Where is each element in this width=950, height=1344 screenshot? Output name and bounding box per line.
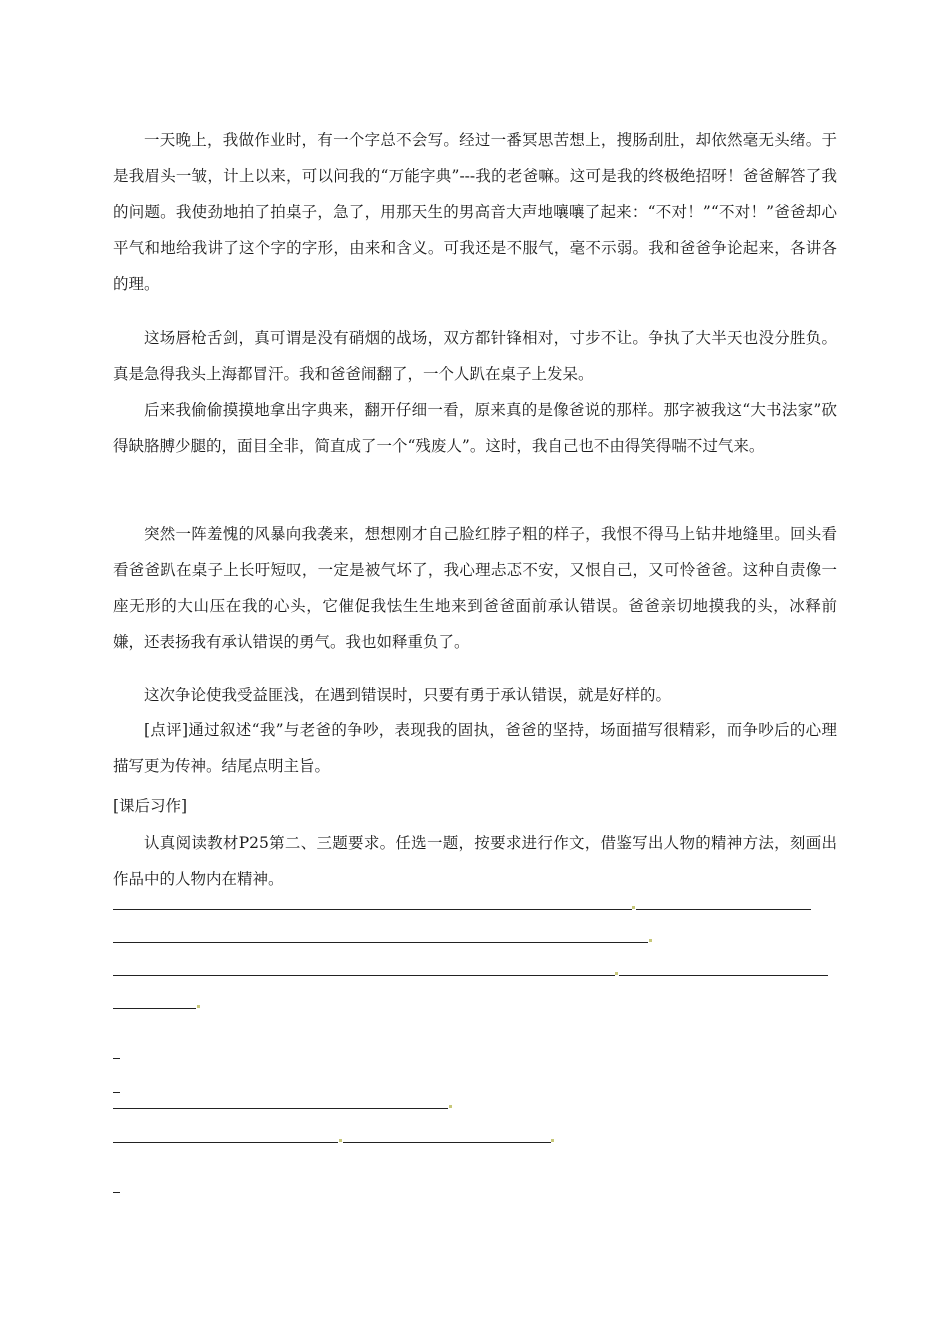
dash-mark [113,1192,120,1193]
answer-line [113,942,648,943]
dash-mark [113,1058,120,1059]
essay-paragraph-2: 这场唇枪舌剑，真可谓是没有硝烟的战场，双方都针锋相对，寸步不让。争执了大半天也没分胜负。真是急得我头上海都冒汗。我和爸爸闹翻了，一个人趴在桌子上发呆。 [113,329,837,383]
writing-task: 认真阅读教材P25第二、三题要求。任选一题，按要求进行作文，借鉴写出人物的精神方法，刻画出作品中的人物内在精神。 [113,834,837,888]
dash-mark [113,1092,120,1093]
line-marker [632,906,635,909]
line-marker [551,1139,554,1142]
essay-paragraph-5: 这次争论使我受益匪浅，在遇到错误时，只要有勇于承认错误，就是好样的。 [144,686,672,704]
line-marker [449,1105,452,1108]
essay-paragraph-4: 突然一阵羞愧的风暴向我袭来，想想刚才自己脸红脖子粗的样子，我恨不得马上钻井地缝里。回头看看爸爸趴在桌子上长吁短叹，一定是被气坏了，我心理忐忑不安，又恨自己，又可怜爸爸。这种自责像一座无形的大山压在我的心头，它催促我怯生生地来到爸爸面前承认错误。爸爸亲切地摸我的头，冰释前嫌，还表扬我有承认错误的勇气。我也如释重负了。 [113,525,837,651]
answer-line [113,1008,196,1009]
line-marker [615,972,618,975]
line-marker [649,939,652,942]
line-marker [197,1005,200,1008]
essay-paragraph-1: 一天晚上，我做作业时，有一个字总不会写。经过一番冥思苦想上，搜肠刮肚，却依然毫无头绪。于是我眉头一皱，计上以来，可以问我的“万能字典”---我的老爸嘛。这可是我的终极绝招呀！爸爸解答了我的问题。我使劲地拍了拍桌子，急了，用那天生的男高音大声地嚷嚷了起来：“不对！”“不对！”爸爸却心平气和地给我讲了这个字的字形，由来和含义。可我还是不服气，毫不示弱。我和爸爸争论起来，各讲各的理。 [113,131,837,293]
answer-line [343,1142,551,1143]
answer-line [113,909,632,910]
section-heading: [课后习作] [113,797,188,815]
line-marker [339,1139,342,1142]
answer-line [636,909,811,910]
commentary-paragraph: [点评]通过叙述“我”与老爸的争吵，表现我的固执，爸爸的坚持，场面描写很精彩，而争吵后的心理描写更为传神。结尾点明主旨。 [113,721,837,775]
answer-line [113,975,615,976]
essay-paragraph-3: 后来我偷偷摸摸地拿出字典来，翻开仔细一看，原来真的是像爸说的那样。那字被我这“大书法家”砍得缺胳膊少腿的，面目全非，简直成了一个“残废人”。这时，我自己也不由得笑得喘不过气来。 [113,401,837,455]
answer-line [113,1142,338,1143]
answer-line [619,975,828,976]
answer-line [113,1108,448,1109]
